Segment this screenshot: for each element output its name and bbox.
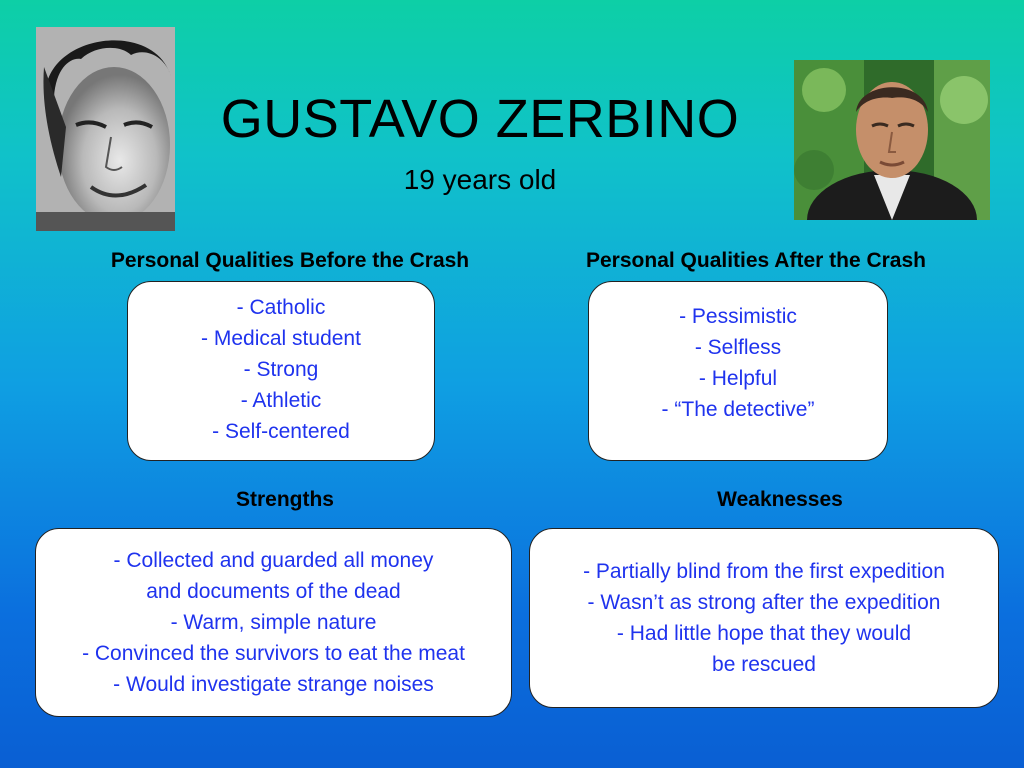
list-item: - Collected and guarded all money [113, 549, 434, 572]
list-item: - Catholic [236, 296, 326, 319]
list-item: and documents of the dead [146, 580, 401, 603]
list-item: - Partially blind from the first expedition [583, 560, 945, 583]
strengths-box [35, 528, 512, 717]
weaknesses-list [583, 556, 945, 680]
older-portrait-photo [794, 60, 990, 220]
page-title: GUSTAVO ZERBINO [220, 89, 740, 149]
list-item: - Athletic [240, 389, 322, 412]
after-crash-box [588, 281, 888, 461]
list-item: - Self-centered [212, 420, 350, 443]
list-item: be rescued [712, 653, 816, 676]
weaknesses-box [529, 528, 999, 708]
page-subtitle: 19 years old [403, 164, 557, 195]
before-crash-list [201, 292, 361, 447]
list-item: - Pessimistic [679, 305, 797, 328]
list-item: - Helpful [698, 367, 778, 390]
weaknesses-heading: Weaknesses [717, 488, 843, 511]
before-crash-box [127, 281, 435, 461]
young-portrait-photo [36, 27, 175, 231]
before-crash-heading: Personal Qualities Before the Crash [110, 249, 470, 272]
list-item: - Would investigate strange noises [113, 673, 434, 696]
list-item: - Had little hope that they would [616, 622, 912, 645]
list-item: - Selfless [694, 336, 782, 359]
list-item: - Medical student [201, 327, 361, 350]
list-item: - Strong [243, 358, 319, 381]
list-item: - “The detective” [661, 398, 815, 421]
after-crash-heading: Personal Qualities After the Crash [586, 249, 926, 272]
after-crash-list [662, 301, 815, 425]
list-item: - Wasn’t as strong after the expedition [587, 591, 941, 614]
strengths-heading: Strengths [235, 488, 334, 511]
list-item: - Convinced the survivors to eat the meat [82, 642, 465, 665]
strengths-list [82, 545, 465, 700]
list-item: - Warm, simple nature [170, 611, 377, 634]
